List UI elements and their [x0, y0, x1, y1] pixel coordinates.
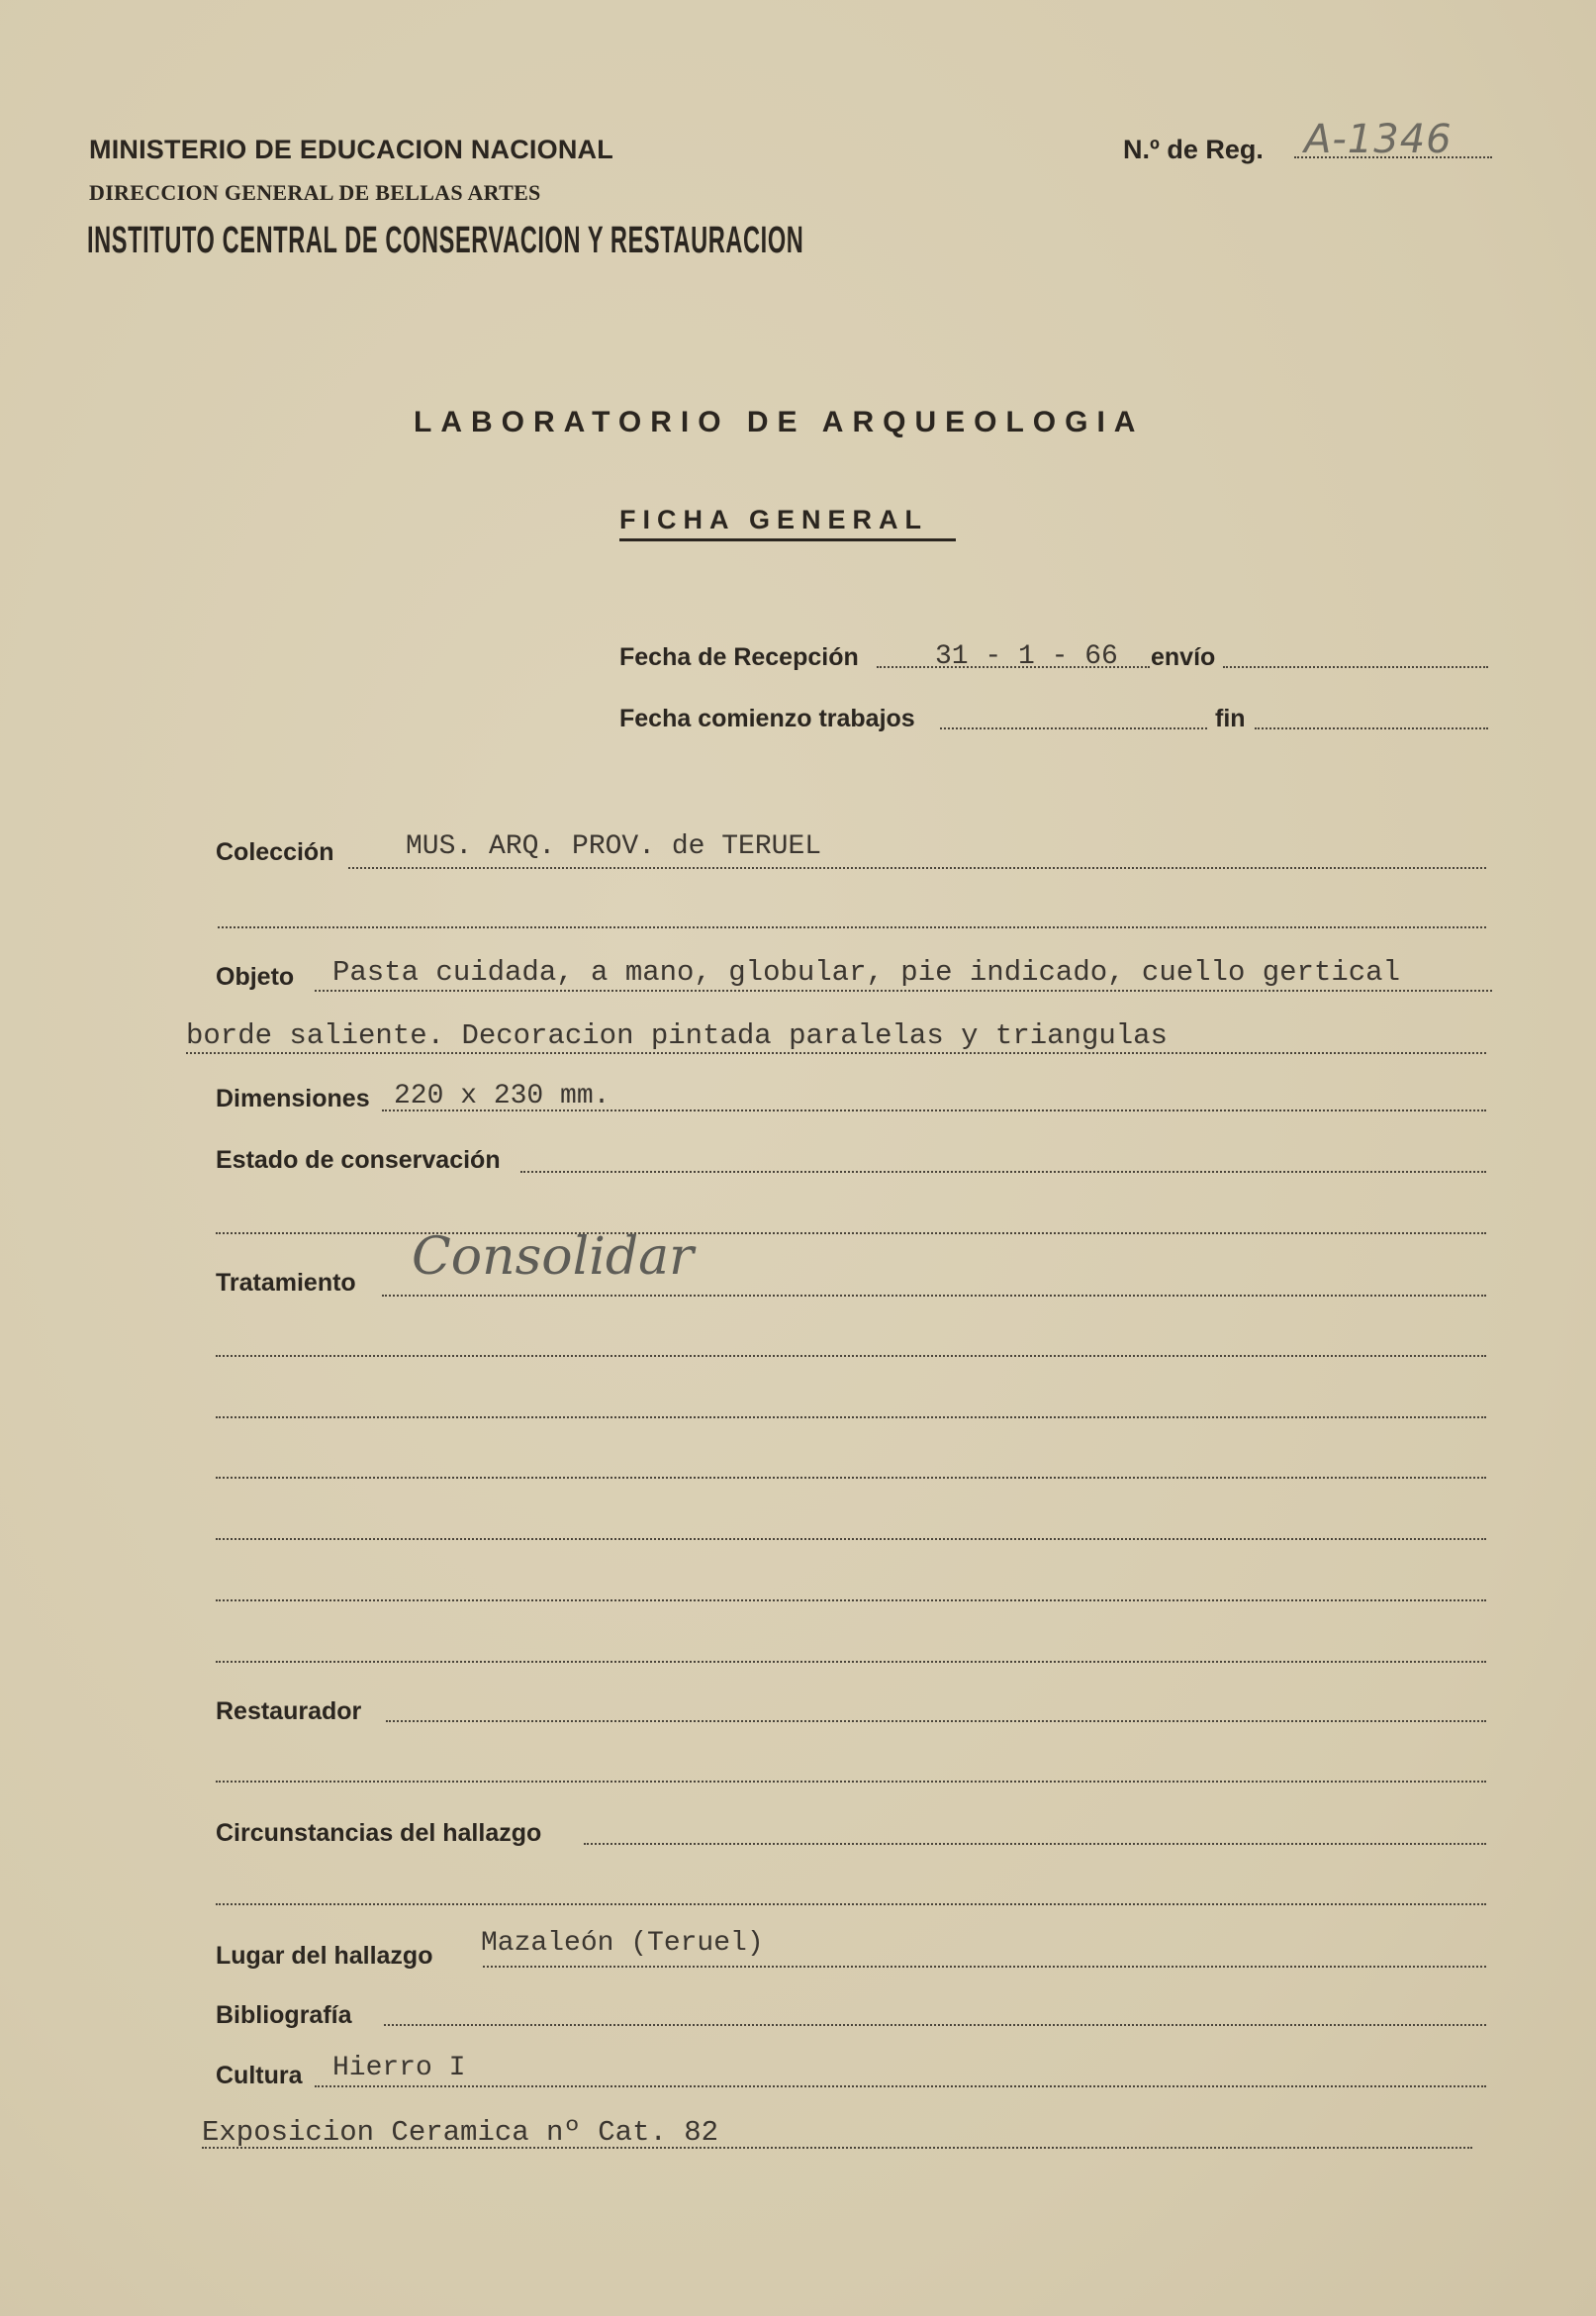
treatment-line-2 [216, 1355, 1486, 1357]
shipping-label: envío [1151, 643, 1216, 671]
reception-date-label: Fecha de Recepción [619, 643, 859, 671]
collection-value: MUS. ARQ. PROV. de TERUEL [406, 831, 822, 862]
collection-line-2 [218, 926, 1486, 928]
treatment-line [382, 1295, 1486, 1297]
collection-label: Colección [216, 838, 334, 866]
treatment-line-4 [216, 1477, 1486, 1479]
reception-date-value: 31 - 1 - 66 [935, 641, 1118, 672]
place-line [483, 1966, 1486, 1968]
bibliography-line [384, 2024, 1486, 2026]
treatment-value: Consolidar [412, 1227, 694, 1287]
place-label: Lugar del hallazgo [216, 1942, 433, 1970]
institute-heading: INSTITUTO CENTRAL DE CONSERVACION Y RESTAURACION [87, 220, 804, 261]
dimensions-label: Dimensiones [216, 1085, 370, 1112]
start-date-line [940, 727, 1207, 729]
circumstances-label: Circunstancias del hallazgo [216, 1819, 542, 1847]
treatment-line-7 [216, 1661, 1486, 1663]
dimensions-value: 220 x 230 mm. [394, 1081, 610, 1111]
collection-line [348, 867, 1486, 869]
form-title: FICHA GENERAL [619, 505, 928, 534]
laboratory-title: LABORATORIO DE ARQUEOLOGIA [414, 406, 1145, 438]
object-line-1 [315, 990, 1492, 992]
restorer-label: Restaurador [216, 1697, 362, 1725]
conservation-line-2 [216, 1232, 1486, 1234]
treatment-line-3 [216, 1416, 1486, 1418]
end-date-line [1255, 727, 1488, 729]
ministry-heading: MINISTERIO DE EDUCACION NACIONAL [89, 135, 613, 164]
object-value-line2: borde saliente. Decoracion pintada paralelas y triangulas [186, 1019, 1168, 1052]
registration-value: A-1346 [1304, 117, 1453, 162]
conservation-line [520, 1171, 1486, 1173]
registration-label: N.º de Reg. [1123, 135, 1264, 164]
restorer-line [386, 1720, 1486, 1722]
culture-value: Hierro I [332, 2053, 466, 2083]
shipping-line [1223, 666, 1488, 668]
direction-heading: DIRECCION GENERAL DE BELLAS ARTES [89, 180, 541, 205]
exhibition-value: Exposicion Ceramica nº Cat. 82 [202, 2116, 719, 2149]
conservation-label: Estado de conservación [216, 1146, 501, 1174]
culture-line [315, 2085, 1486, 2087]
bibliography-label: Bibliografía [216, 2001, 352, 2029]
end-date-label: fin [1215, 705, 1246, 732]
object-value-line1: Pasta cuidada, a mano, globular, pie indicado, cuello gertical [332, 956, 1400, 989]
object-line-2 [186, 1052, 1486, 1054]
start-date-label: Fecha comienzo trabajos [619, 705, 915, 732]
culture-label: Cultura [216, 2062, 303, 2089]
treatment-line-6 [216, 1599, 1486, 1601]
restorer-line-2 [216, 1781, 1486, 1783]
circumstances-line-2 [216, 1903, 1486, 1905]
place-value: Mazaleón (Teruel) [481, 1928, 764, 1959]
treatment-label: Tratamiento [216, 1269, 356, 1297]
circumstances-line [584, 1843, 1486, 1845]
form-title-underline [619, 538, 956, 541]
object-label: Objeto [216, 963, 295, 991]
treatment-line-5 [216, 1538, 1486, 1540]
